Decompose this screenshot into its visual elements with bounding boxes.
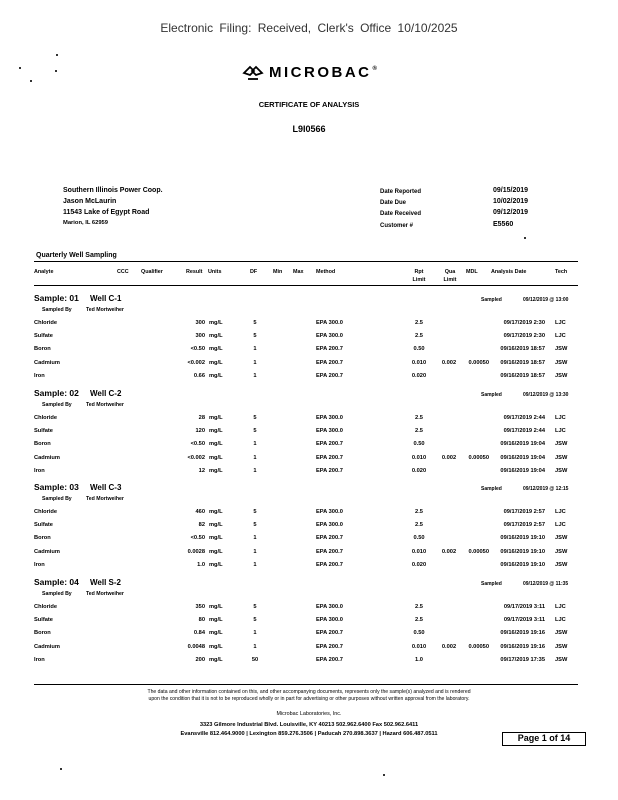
cell-rpt: 0.020	[411, 562, 427, 568]
sampled-label: Sampled	[481, 486, 502, 492]
sampled-by-name: Ted Mortweiher	[86, 496, 124, 502]
cell-tech: JSW	[555, 468, 568, 474]
cell-tech: JSW	[555, 644, 568, 650]
cell-tech: JSW	[555, 346, 568, 352]
brand-name: MICROBAC	[269, 64, 372, 81]
cell-analyte: Iron	[34, 657, 45, 663]
cell-result: 0.66	[193, 373, 205, 379]
lab-number: L9I0566	[292, 124, 326, 134]
cell-result: 80	[198, 617, 205, 623]
cell-tech: JSW	[555, 455, 568, 461]
cell-qua: 0.002	[441, 455, 457, 461]
scan-speck	[524, 237, 526, 239]
cell-tech: JSW	[555, 373, 568, 379]
sampled-datetime: 09/12/2019 @ 11:35	[523, 581, 569, 587]
cell-units: mg/L	[209, 468, 223, 474]
cell-tech: LJC	[555, 428, 566, 434]
cell-tech: LJC	[555, 333, 566, 339]
client-block	[63, 185, 163, 229]
cell-units: mg/L	[209, 360, 223, 366]
cell-units: mg/L	[209, 428, 223, 434]
cell-result: 82	[198, 522, 205, 528]
cell-rpt: 0.020	[411, 373, 427, 379]
cell-method: EPA 200.7	[316, 535, 343, 541]
cell-result: <0.002	[187, 360, 205, 366]
cell-df: 5	[253, 617, 257, 623]
scan-speck	[55, 70, 57, 72]
cell-units: mg/L	[209, 441, 223, 447]
client-address2: Marion, IL 62959	[63, 220, 108, 226]
cell-df: 1	[253, 562, 257, 568]
cell-df: 5	[253, 604, 257, 610]
cell-analyte: Boron	[34, 535, 51, 541]
cell-tech: JSW	[555, 630, 568, 636]
cell-tech: LJC	[555, 320, 566, 326]
cell-qua: 0.002	[441, 360, 457, 366]
cell-df: 1	[253, 630, 257, 636]
cell-df: 5	[253, 415, 257, 421]
cell-rpt: 1.0	[415, 657, 423, 663]
sampled-by-label: Sampled By	[42, 496, 72, 502]
cell-units: mg/L	[209, 509, 223, 515]
cell-method: EPA 300.0	[316, 522, 343, 528]
cell-date: 09/17/2019 2:30	[503, 333, 545, 339]
cell-units: mg/L	[209, 657, 223, 663]
cell-method: EPA 200.7	[316, 644, 343, 650]
sampled-by-label: Sampled By	[42, 307, 72, 313]
cell-df: 5	[253, 522, 257, 528]
cell-date: 09/16/2019 19:10	[500, 535, 545, 541]
cell-method: EPA 300.0	[316, 320, 343, 326]
cell-date: 09/16/2019 19:04	[500, 468, 545, 474]
footer-note-line: The data and other information contained on this, and other accompanying documents, represents only the sample(s) analyzed and is rendered	[147, 689, 471, 695]
cell-df: 1	[253, 535, 257, 541]
cell-df: 1	[253, 360, 257, 366]
cell-analyte: Cadmium	[34, 644, 60, 650]
cell-analyte: Chloride	[34, 320, 58, 326]
cell-units: mg/L	[209, 320, 223, 326]
sampled-by-name: Ted Mortweiher	[86, 591, 124, 597]
cell-method: EPA 200.7	[316, 455, 343, 461]
page-indicator: Page 1 of 14	[502, 732, 586, 746]
client-contact: Jason McLaurin	[63, 198, 117, 205]
col-min: Min	[273, 269, 283, 275]
cell-analyte: Cadmium	[34, 455, 60, 461]
cell-analyte: Chloride	[34, 604, 58, 610]
cell-df: 5	[253, 333, 257, 339]
cell-rpt: 0.50	[413, 346, 425, 352]
client-address1: 11543 Lake of Egypt Road	[63, 209, 150, 216]
cell-tech: JSW	[555, 535, 568, 541]
cell-method: EPA 200.7	[316, 562, 343, 568]
dates-labels	[380, 187, 421, 232]
col-analysis-date: Analysis Date	[491, 269, 527, 275]
sample-id: Sample: 03	[34, 482, 79, 492]
cell-tech: LJC	[555, 415, 566, 421]
sample-location: Well C-1	[90, 293, 122, 303]
cell-df: 1	[253, 468, 257, 474]
cell-rpt: 2.5	[415, 509, 423, 515]
cell-rpt: 2.5	[415, 522, 423, 528]
cell-tech: LJC	[555, 604, 566, 610]
cell-method: EPA 200.7	[316, 441, 343, 447]
date-label: Customer #	[380, 222, 414, 229]
cell-rpt: 2.5	[415, 617, 423, 623]
cell-df: 5	[253, 320, 257, 326]
sampled-label: Sampled	[481, 392, 502, 398]
microbac-logo-icon	[242, 65, 264, 81]
cell-units: mg/L	[209, 549, 223, 555]
cell-date: 09/17/2019 2:30	[503, 320, 545, 326]
client-company: Southern Illinois Power Coop.	[63, 187, 163, 194]
cell-date: 09/17/2019 2:44	[503, 428, 545, 434]
scan-speck	[60, 768, 62, 770]
cell-df: 1	[253, 644, 257, 650]
cell-units: mg/L	[209, 333, 223, 339]
cell-units: mg/L	[209, 415, 223, 421]
footer-lab-name: Microbac Laboratories, Inc.	[276, 711, 342, 717]
cell-rpt: 0.010	[411, 455, 427, 461]
cell-result: 0.84	[193, 630, 205, 636]
cell-mdl: 0.00050	[468, 455, 489, 461]
cell-tech: LJC	[555, 509, 566, 515]
cell-units: mg/L	[209, 346, 223, 352]
col-tech: Tech	[555, 269, 568, 275]
cell-analyte: Boron	[34, 630, 51, 636]
col-analyte: Analyte	[34, 269, 54, 275]
sampled-datetime: 09/12/2019 @ 12:15	[523, 486, 569, 492]
scan-speck	[56, 54, 58, 56]
cell-rpt: 0.020	[411, 468, 427, 474]
sample-id: Sample: 04	[34, 577, 79, 587]
cell-units: mg/L	[209, 373, 223, 379]
cell-tech: JSW	[555, 360, 568, 366]
cell-date: 09/16/2019 18:57	[500, 373, 545, 379]
scan-speck	[30, 80, 32, 82]
cell-date: 09/17/2019 17:35	[500, 657, 545, 663]
cell-method: EPA 200.7	[316, 657, 343, 663]
footer-disclaimer	[0, 689, 618, 703]
cell-analyte: Iron	[34, 468, 45, 474]
cell-result: <0.50	[190, 346, 205, 352]
cell-date: 09/17/2019 3:11	[503, 617, 545, 623]
cell-analyte: Sulfate	[34, 428, 53, 434]
footer-rule	[34, 684, 578, 685]
col-units: Units	[208, 269, 222, 275]
cell-result: 350	[195, 604, 205, 610]
cell-result: <0.50	[190, 441, 205, 447]
cell-rpt: 2.5	[415, 333, 423, 339]
cell-analyte: Sulfate	[34, 522, 53, 528]
cell-result: 300	[195, 320, 205, 326]
header-rule	[34, 261, 578, 262]
cell-analyte: Chloride	[34, 415, 58, 421]
cell-tech: JSW	[555, 441, 568, 447]
cell-method: EPA 300.0	[316, 333, 343, 339]
cell-method: EPA 300.0	[316, 428, 343, 434]
cell-result: 28	[198, 415, 205, 421]
cell-units: mg/L	[209, 604, 223, 610]
date-value: 09/15/2019	[493, 187, 529, 194]
cell-analyte: Boron	[34, 441, 51, 447]
cell-analyte: Boron	[34, 346, 51, 352]
cell-date: 09/16/2019 19:16	[500, 644, 545, 650]
cell-rpt: 2.5	[415, 320, 423, 326]
cell-tech: JSW	[555, 657, 568, 663]
cell-result: 460	[195, 509, 205, 515]
date-label: Date Due	[380, 200, 407, 207]
cell-qua: 0.002	[441, 549, 457, 555]
sampled-by-label: Sampled By	[42, 591, 72, 597]
cell-units: mg/L	[209, 644, 223, 650]
cell-units: mg/L	[209, 562, 223, 568]
cell-rpt: 0.50	[413, 630, 425, 636]
cell-df: 5	[253, 428, 257, 434]
brand-mark: ®	[372, 65, 377, 72]
date-value: 09/12/2019	[493, 209, 529, 217]
filing-stamp: Electronic Filing: Received, Clerk's Office 10/10/2025	[160, 21, 458, 35]
cell-df: 1	[253, 455, 257, 461]
cell-result: 0.0048	[187, 644, 205, 650]
col-method: Method	[316, 269, 336, 275]
cell-result: 12	[198, 468, 205, 474]
cell-rpt: 0.010	[411, 549, 427, 555]
scan-speck	[19, 67, 21, 69]
dates-values	[493, 185, 528, 230]
cell-df: 1	[253, 346, 257, 352]
cell-df: 1	[253, 441, 257, 447]
cell-date: 09/17/2019 2:57	[503, 522, 545, 528]
cell-method: EPA 200.7	[316, 346, 343, 352]
cell-result: 300	[195, 333, 205, 339]
footer-offices: Evansville 812.464.9000 | Lexington 859.276.3506 | Paducah 270.898.3637 | Hazard 606.487.0511	[180, 731, 438, 737]
sample-id: Sample: 02	[34, 388, 79, 398]
cell-analyte: Cadmium	[34, 549, 60, 555]
cell-date: 09/16/2019 19:16	[500, 630, 545, 636]
cell-units: mg/L	[209, 617, 223, 623]
cell-result: 120	[195, 428, 205, 434]
cell-method: EPA 200.7	[316, 468, 343, 474]
cell-rpt: 2.5	[415, 415, 423, 421]
cell-rpt: 2.5	[415, 428, 423, 434]
cell-mdl: 0.00050	[468, 360, 489, 366]
cell-df: 1	[253, 549, 257, 555]
cell-result: 1.0	[197, 562, 205, 568]
date-value: 10/02/2019	[493, 198, 529, 206]
scan-speck	[383, 774, 385, 776]
col-df: DF	[250, 269, 258, 275]
cell-analyte: Iron	[34, 373, 45, 379]
cell-result: <0.002	[187, 455, 205, 461]
cell-rpt: 0.010	[411, 360, 427, 366]
cell-tech: LJC	[555, 617, 566, 623]
cell-analyte: Chloride	[34, 509, 58, 515]
cell-units: mg/L	[209, 630, 223, 636]
cell-date: 09/16/2019 19:10	[500, 549, 545, 555]
cell-analyte: Cadmium	[34, 360, 60, 366]
cell-date: 09/17/2019 2:44	[503, 415, 545, 421]
cell-qua: 0.002	[441, 644, 457, 650]
cell-units: mg/L	[209, 455, 223, 461]
cell-date: 09/16/2019 19:04	[500, 441, 545, 447]
cell-result: 200	[195, 657, 205, 663]
cell-tech: JSW	[555, 562, 568, 568]
sample-location: Well C-3	[90, 482, 122, 492]
cell-method: EPA 200.7	[316, 360, 343, 366]
sampled-label: Sampled	[481, 581, 502, 587]
cell-analyte: Sulfate	[34, 333, 53, 339]
cell-date: 09/17/2019 2:57	[503, 509, 545, 515]
sample-id: Sample: 01	[34, 293, 79, 303]
cell-method: EPA 200.7	[316, 549, 343, 555]
cell-method: EPA 300.0	[316, 415, 343, 421]
cell-mdl: 0.00050	[468, 644, 489, 650]
sample-location: Well C-2	[90, 388, 122, 398]
sample-location: Well S-2	[90, 577, 121, 587]
cell-analyte: Iron	[34, 562, 45, 568]
cell-method: EPA 200.7	[316, 373, 343, 379]
cell-result: 0.0028	[187, 549, 205, 555]
microbac-logo	[242, 64, 377, 81]
cell-date: 09/16/2019 19:10	[500, 562, 545, 568]
cell-date: 09/16/2019 19:04	[500, 455, 545, 461]
cell-date: 09/17/2019 3:11	[503, 604, 545, 610]
cell-df: 50	[251, 657, 259, 663]
project-title: Quarterly Well Sampling	[36, 252, 117, 259]
sampled-label: Sampled	[481, 297, 502, 303]
cell-units: mg/L	[209, 535, 223, 541]
sampled-datetime: 09/12/2019 @ 13:30	[523, 392, 569, 398]
cell-rpt: 0.50	[413, 441, 425, 447]
sampled-by-name: Ted Mortweiher	[86, 402, 124, 408]
sampled-by-name: Ted Mortweiher	[86, 307, 124, 313]
cell-mdl: 0.00050	[468, 549, 489, 555]
col-result: Result	[186, 269, 203, 275]
cell-date: 09/16/2019 18:57	[500, 360, 545, 366]
cell-analyte: Sulfate	[34, 617, 53, 623]
col-cdc: CCC	[117, 269, 129, 275]
cell-method: EPA 300.0	[316, 509, 343, 515]
col-qua-limit: Qua Limit	[443, 269, 457, 283]
cell-df: 5	[253, 509, 257, 515]
cell-date: 09/16/2019 18:57	[500, 346, 545, 352]
cell-df: 1	[253, 373, 257, 379]
date-label: Date Reported	[380, 189, 422, 195]
cell-tech: JSW	[555, 549, 568, 555]
col-max: Max	[293, 269, 304, 275]
cell-rpt: 2.5	[415, 604, 423, 610]
col-rpt-limit: Rpt Limit	[412, 269, 426, 283]
footer-note-line: upon the condition that it is not to be reproduced wholly or in part for advertising or other purposes without written approval from the laboratory.	[148, 696, 470, 702]
certificate-title: CERTIFICATE OF ANALYSIS	[258, 100, 360, 109]
col-mdl: MDL	[466, 269, 478, 275]
footer-address: 3323 Gilmore Industrial Blvd. Louisville, KY 40213 502.962.6400 Fax 502.962.6411	[199, 722, 419, 728]
column-rule	[34, 285, 578, 286]
cell-method: EPA 300.0	[316, 604, 343, 610]
cell-result: <0.50	[190, 535, 205, 541]
cell-units: mg/L	[209, 522, 223, 528]
date-label: Date Received	[380, 211, 422, 218]
sampled-datetime: 09/12/2019 @ 13:00	[523, 297, 569, 303]
date-value: E5560	[493, 220, 514, 228]
sampled-by-label: Sampled By	[42, 402, 72, 408]
cell-method: EPA 300.0	[316, 617, 343, 623]
cell-rpt: 0.010	[411, 644, 427, 650]
cell-rpt: 0.50	[413, 535, 425, 541]
cell-method: EPA 200.7	[316, 630, 343, 636]
cell-tech: LJC	[555, 522, 566, 528]
col-qualifier: Qualifier	[141, 269, 163, 275]
